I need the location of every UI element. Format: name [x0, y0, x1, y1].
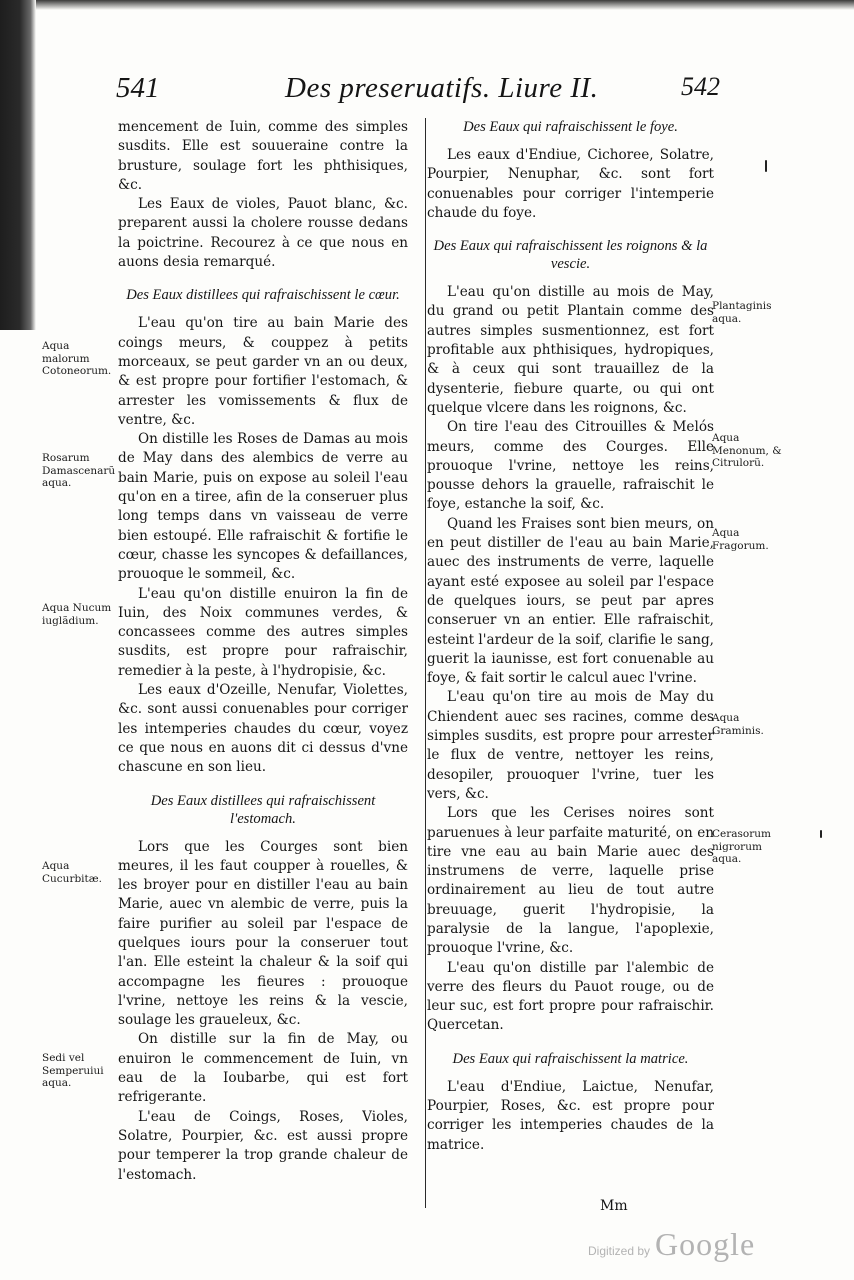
page-header	[100, 72, 720, 112]
scan-shadow-left	[0, 0, 36, 330]
paragraph: L'eau qu'on tire au bain Marie des coings meurs, & couppez à petits morceaux, se peut garder vn an ou deux, & est propre pour fortifier l'estomach, & arrester les vomissements & flux de ventre, &c.	[118, 315, 408, 428]
left-column	[118, 118, 408, 1185]
margin-note: Cerasorum nigrorum aqua.	[712, 828, 771, 865]
margin-note: Aqua malorum Cotoneorum.	[42, 340, 112, 377]
paragraph: Lors que les Courges sont bien meures, il les faut coupper à rouelles, & les broyer pour en distiller l'eau au bain Marie, auec vn alembic de verre, puis la faire purifier au soleil par l'espace de quelques iours pour la conseruer tout l'an. Elle esteint la chaleur & la soif qui accompagne les fieures : prouoque l'vrine, nettoye les reins & la vescie, soulage les graueleux, &c.	[118, 838, 408, 1029]
signature-mark: Mm	[600, 1198, 628, 1214]
margin-note: Plantaginis aqua.	[712, 300, 772, 325]
section-heading: Des Eaux qui rafraischissent les roignons & la vescie.	[433, 238, 708, 273]
paragraph: Quand les Fraises sont bien meurs, on en peut distiller de l'eau au bain Marie, auec des instruments de verre, laquelle ayant esté exposee au soleil par l'espace de quelques iours, se peut par apres conseruer vn an entier. Elle rafraischit, esteint l'ardeur de la soif, clarifie le sang, guerit la iaunisse, est fort conuenable au foye, & fait sortir le calcul auec l'vrine.	[427, 515, 714, 687]
margin-note: Aqua Cucurbitæ.	[42, 860, 102, 885]
right-column	[427, 118, 714, 1155]
margin-note: Rosarum Damascenarũ aqua.	[42, 452, 116, 489]
paragraph: mencement de Iuin, comme des simples susdits. Elle est souueraine contre la brusture, soulage fort les phthisiques, &c.	[118, 119, 408, 193]
scan-shadow-top	[36, 0, 854, 10]
paragraph: L'eau qu'on distille au mois de May, du grand ou petit Plantain comme des autres simples susmentionnez, est fort profitable aux phthisiques, hydropiques, & à ceux qui sont trauaillez de la dysenterie, fiebure quarte, ou qui ont quelque vlcere dans les roignons, &c.	[427, 284, 714, 416]
column-divider	[425, 118, 426, 1208]
page-number-right: 542	[681, 72, 720, 101]
margin-note: Aqua Menonum, & Citrulorũ.	[712, 432, 782, 469]
margin-note: Aqua Fragorum.	[712, 527, 769, 552]
paragraph: Les Eaux de violes, Pauot blanc, &c. preparent aussi la cholere rousse dedans la poictrine. Recourez à ce que nous en auons desia remarqué.	[118, 196, 408, 271]
google-logo: Google	[655, 1226, 756, 1262]
paragraph: L'eau qu'on distille enuiron la fin de Iuin, des Noix communes verdes, & concassees comme des autres simples susdits, est propre pour rafraischir, remedier à la peste, à l'hydropisie, &c.	[118, 585, 408, 679]
paragraph: L'eau qu'on distille par l'alembic de verre des fleurs du Pauot rouge, ou de leur suc, est fort propre pour rafraischir. Quercetan.	[427, 959, 714, 1034]
paragraph: On distille sur la fin de May, ou enuiron le commencement de Iuin, vn eau de la Ioubarbe, qui est fort refrigerante.	[118, 1031, 408, 1106]
margin-note: Sedi vel Semperuiui aqua.	[42, 1052, 104, 1089]
page-number-left: 541	[116, 72, 160, 104]
paragraph: Lors que les Cerises noires sont paruenues à leur parfaite maturité, on en tire vne eau au bain Marie auec des instrumens de verre, laquelle prise ordinairement au lieu de tout autre breuuage, guerit l'hydropisie, la paralysie de la langue, l'apoplexie, prouoque l'vrine, &c.	[427, 805, 714, 957]
ink-speck	[765, 160, 767, 172]
paragraph: Les eaux d'Ozeille, Nenufar, Violettes, &c. sont aussi conuenables pour corriger les intemperies chaudes du cœur, voyez ce que nous en auons dit ci dessus d'vne chascune en son lieu.	[118, 682, 408, 776]
running-head: Des preseruatifs. Liure II.	[285, 72, 599, 104]
digitization-watermark	[588, 1226, 755, 1263]
section-heading: Des Eaux qui rafraischissent la matrice.	[452, 1050, 689, 1067]
paragraph: On tire l'eau des Citrouilles & Melós meurs, comme des Courges. Elle prouoque l'vrine, nettoye les reins, pousse dehors la grauelle, rafraischit le foye, estanche la soif, &c.	[427, 419, 714, 513]
digitized-by-text: Digitized by	[588, 1244, 651, 1258]
paragraph: L'eau de Coings, Roses, Violes, Solatre, Pourpier, &c. est aussi propre pour temperer la trop grande chaleur de l'estomach.	[118, 1108, 408, 1183]
paragraph: L'eau qu'on tire au mois de May du Chiendent auec ses racines, comme des simples susdits, est propre pour arrester le flux de ventre, nettoyer les reins, desopiler, prouoquer l'vrine, tuer les vers, &c.	[427, 689, 714, 802]
paragraph: L'eau d'Endiue, Laictue, Nenufar, Pourpier, Roses, &c. est propre pour corriger les intemperies chaudes de la matrice.	[427, 1078, 714, 1153]
paragraph: On distille les Roses de Damas au mois de May dans des alembics de verre au bain Marie, puis on expose au soleil l'eau qu'on en a tiree, afin de la conseruer plus long temps dans vn vaisseau de verre bien estoupé. Elle rafraischit & fortifie le cœur, chasse les syncopes & defaillances, prouoque le sommeil, &c.	[118, 431, 408, 583]
ink-speck	[820, 830, 822, 838]
section-heading: Des Eaux distillees qui rafraischissent le cœur.	[126, 287, 400, 304]
section-heading: Des Eaux distillees qui rafraischissent l'estomach.	[150, 792, 376, 827]
margin-note: Aqua Graminis.	[712, 712, 764, 737]
margin-note: Aqua Nucum iuglãdium.	[42, 602, 112, 627]
section-heading: Des Eaux qui rafraischissent le foye.	[463, 119, 678, 135]
paragraph: Les eaux d'Endiue, Cichoree, Solatre, Pourpier, Nenuphar, &c. sont fort conuenables pour corriger l'intemperie chaude du foye.	[427, 147, 714, 221]
